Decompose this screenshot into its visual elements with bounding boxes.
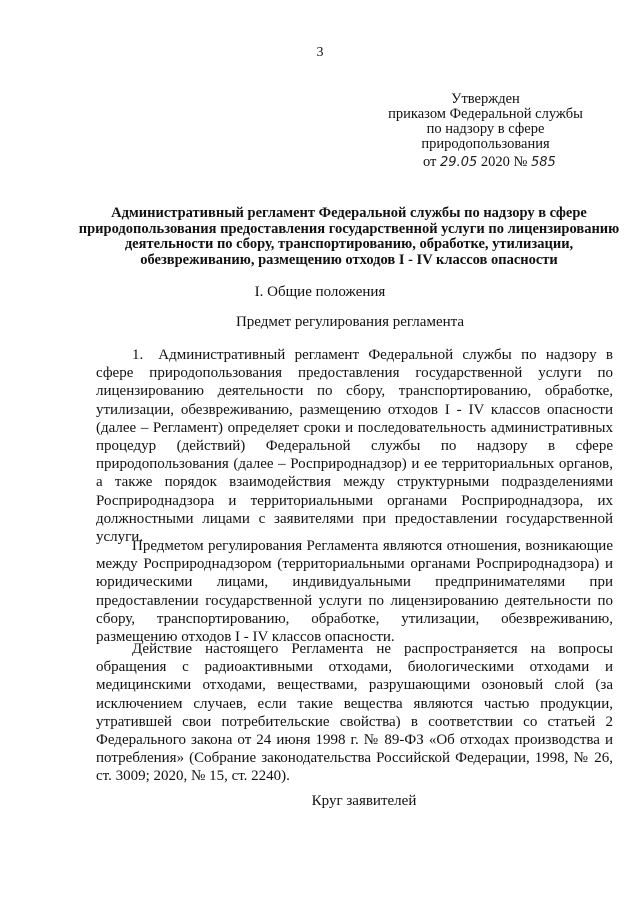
handwritten-order-number: 585 <box>530 155 556 170</box>
section-title: I. Общие положения <box>254 284 386 300</box>
handwritten-date: 29.05 <box>440 155 478 170</box>
approval-stamp <box>383 92 588 152</box>
approval-line: Утвержден <box>451 91 520 107</box>
approval-line: по надзору в сфере <box>426 121 545 137</box>
paragraph-1: 1. Административный регламент Федеральной службы по надзору в сфере природопользования предоставления государственной услуги по лицензированию деятельности по сбору, транспортированию, обработке, утилизации, обезвреживанию, размещению отходов I - IV классов опасности (далее – Регламент) определяет сроки и последовательность административных процедур (действий) Федеральной службы по надзору в сфере природопользования (далее – Росприроднадзор) и ее территориальных органов, а также порядок взаимодействия между структурными подразделениями Росприроднадзора и территориальными органами Росприроднадзора, их должностными лицами с заявителями при предоставлении государственной услуги. <box>96 347 613 546</box>
order-date-number <box>423 154 556 171</box>
page-number: 3 <box>316 45 324 60</box>
document-title: Административный регламент Федеральной службы по надзору в сфере природопользования предоставления государственной услуги по лицензированию деятельности по сбору, транспортированию, обработке, утилизации, обезвреживанию, размещению отходов I - IV классов опасности <box>78 205 620 268</box>
subsection-title: Предмет регулирования регламента <box>235 314 465 330</box>
paragraph-3: Действие настоящего Регламента не распространяется на вопросы обращения с радиоактивными отходами, биологическими отходами и медицинскими отходами, веществами, разрушающими озоновый слой (за исключением случаев, если такие вещества являются частью продукции, утратившей свои потребительские свойства) в соответствии со статьей 2 Федерального закона от 24 июня 1998 г. № 89-ФЗ «Об отходах производства и потребления» (Собрание законодательства Российской Федерации, 1998, № 26, ст. 3009; 2020, № 15, ст. 2240). <box>96 641 613 785</box>
number-sign: № <box>513 154 528 170</box>
date-prefix: от <box>423 154 437 170</box>
applicants-heading: Круг заявителей <box>311 793 417 809</box>
order-year: 2020 <box>480 154 510 170</box>
approval-line: природопользования <box>421 136 550 152</box>
approval-line: приказом Федеральной службы <box>388 106 583 122</box>
paragraph-2: Предметом регулирования Регламента являются отношения, возникающие между Росприроднадзором (территориальными органами Росприроднадзора) и юридическими лицами, индивидуальными предпринимателями при предоставлении государственной услуги по лицензированию деятельности по сбору, транспортированию, обработке, утилизации, обезвреживанию, размещению отходов I - IV классов опасности. <box>96 538 613 646</box>
